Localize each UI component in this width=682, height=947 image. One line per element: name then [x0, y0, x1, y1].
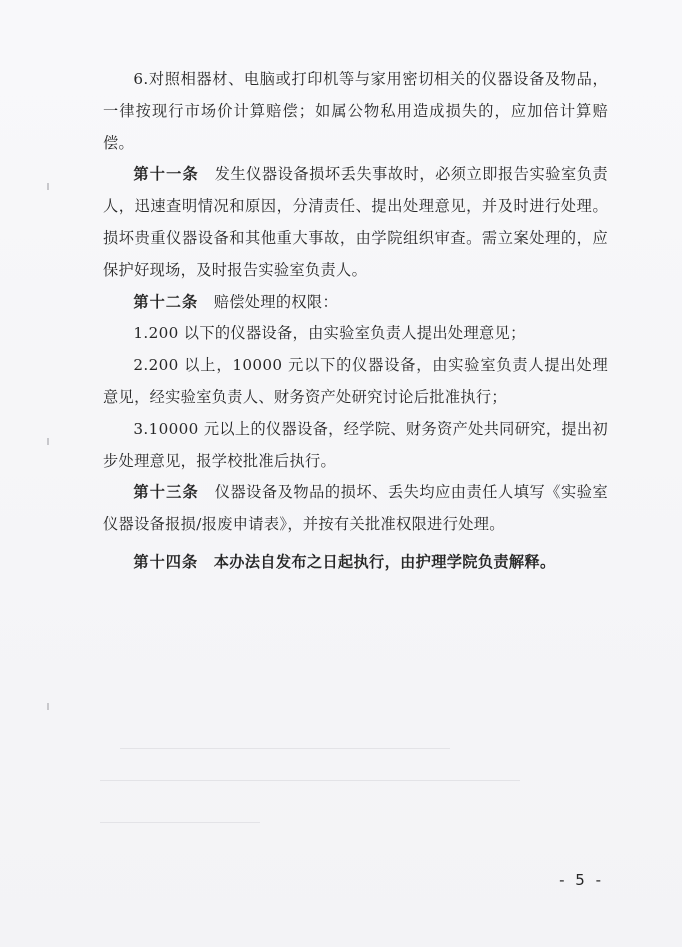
list-item-1: 1.200 以下的仪器设备，由实验室负责人提出处理意见；	[133, 324, 526, 343]
scan-artifact	[47, 438, 49, 445]
body-text	[103, 64, 608, 579]
bleed-through-line	[100, 822, 260, 823]
list-item-2: 2.200 以上，10000 元以下的仪器设备，由实验室负责人提出处理意见，经实验室负责人、财务资产处研究讨论后批准执行；	[103, 356, 608, 406]
article-14: 第十四条 本办法自发布之日起执行，由护理学院负责解释。	[133, 552, 556, 571]
list-item-3: 3.10000 元以上的仪器设备，经学院、财务资产处共同研究，提出初步处理意见，报学校批准后执行。	[103, 419, 608, 470]
bleed-through-line	[120, 748, 450, 749]
article-label: 第十四条	[133, 552, 199, 571]
scan-artifact	[47, 703, 49, 710]
article-13: 第十三条 仪器设备及物品的损坏、丢失均应由责任人填写《实验室仪器设备报损/报废申请表》，并按有关批准权限进行处理。	[103, 483, 609, 534]
article-label: 第十二条	[133, 292, 199, 311]
scan-artifact	[47, 183, 49, 190]
article-label: 第十三条	[133, 483, 199, 502]
article-label: 第十一条	[133, 165, 199, 184]
article-11: 第十一条 发生仪器设备损坏丢失事故时，必须立即报告实验室负责人，迅速查明情况和原因，分清责任、提出处理意见，并及时进行处理。损坏贵重仪器设备和其他重大事故，由学院组织审查。需立案处理的，应保护好现场，及时报告实验室负责人。	[103, 165, 609, 279]
article-12: 第十二条 赔偿处理的权限：	[133, 292, 338, 311]
page-number: - 5 -	[559, 871, 604, 889]
paragraph-item-6: 6.对照相器材、电脑或打印机等与家用密切相关的仪器设备及物品，一律按现行市场价计算赔偿；如属公物私用造成损失的，应加倍计算赔偿。	[103, 70, 608, 152]
bleed-through-line	[100, 780, 520, 781]
